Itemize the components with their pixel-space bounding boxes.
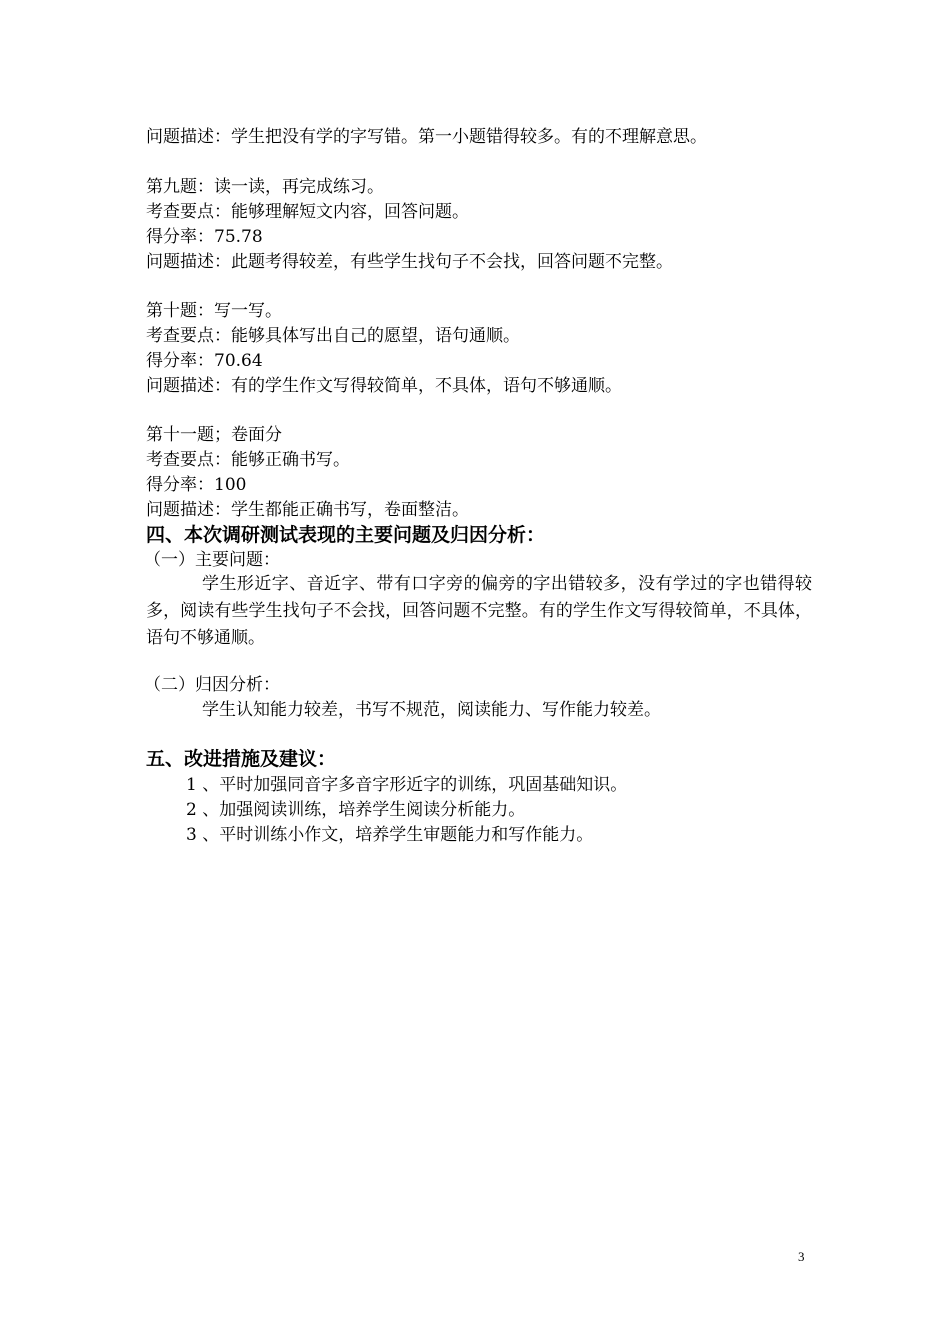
q11-title: 第十一题；卷面分 [146,425,282,445]
q10-description: 问题描述：有的学生作文写得较简单，不具体，语句不够通顺。 [146,376,622,396]
section-4-problems-paragraph: 学生形近字、音近字、带有口字旁的偏旁的字出错较多，没有学过的字也错得较多，阅读有些学生找句子不会找，回答问题不完整。有的学生作文写得较简单，不具体，语句不够通顺。 [146,574,812,648]
section-5-heading: 五、改进措施及建议： [146,748,337,770]
q10-key-point: 考查要点：能够具体写出自己的愿望，语句通顺。 [146,326,520,346]
q10-title: 第十题：写一写。 [146,301,282,321]
section-4-subheading-problems: （一）主要问题： [144,550,280,570]
q11-score-rate: 得分率：100 [146,475,247,495]
q11-description: 问题描述：学生都能正确书写，卷面整洁。 [146,500,469,520]
q11-key-point: 考查要点：能够正确书写。 [146,450,350,470]
section-4-subheading-analysis: （二）归因分析： [144,675,280,695]
q9-score-rate: 得分率：75.78 [146,227,263,247]
suggestion-item-3: 3 、平时训练小作文，培养学生审题能力和写作能力。 [186,825,594,845]
section-4-heading: 四、本次调研测试表现的主要问题及归因分析： [146,524,546,546]
page-number: 3 [798,1249,805,1264]
q9-title: 第九题：读一读，再完成练习。 [146,177,384,197]
section-4-analysis-paragraph: 学生认知能力较差，书写不规范，阅读能力、写作能力较差。 [202,700,661,720]
suggestion-item-2: 2 、加强阅读训练，培养学生阅读分析能力。 [186,800,526,820]
q10-score-rate: 得分率：70.64 [146,351,263,371]
q8-description: 问题描述：学生把没有学的字写错。第一小题错得较多。有的不理解意思。 [146,127,707,147]
suggestion-item-1: 1 、平时加强同音字多音字形近字的训练，巩固基础知识。 [186,775,628,795]
q9-key-point: 考查要点：能够理解短文内容，回答问题。 [146,202,469,222]
q9-description: 问题描述：此题考得较差，有些学生找句子不会找，回答问题不完整。 [146,252,673,272]
